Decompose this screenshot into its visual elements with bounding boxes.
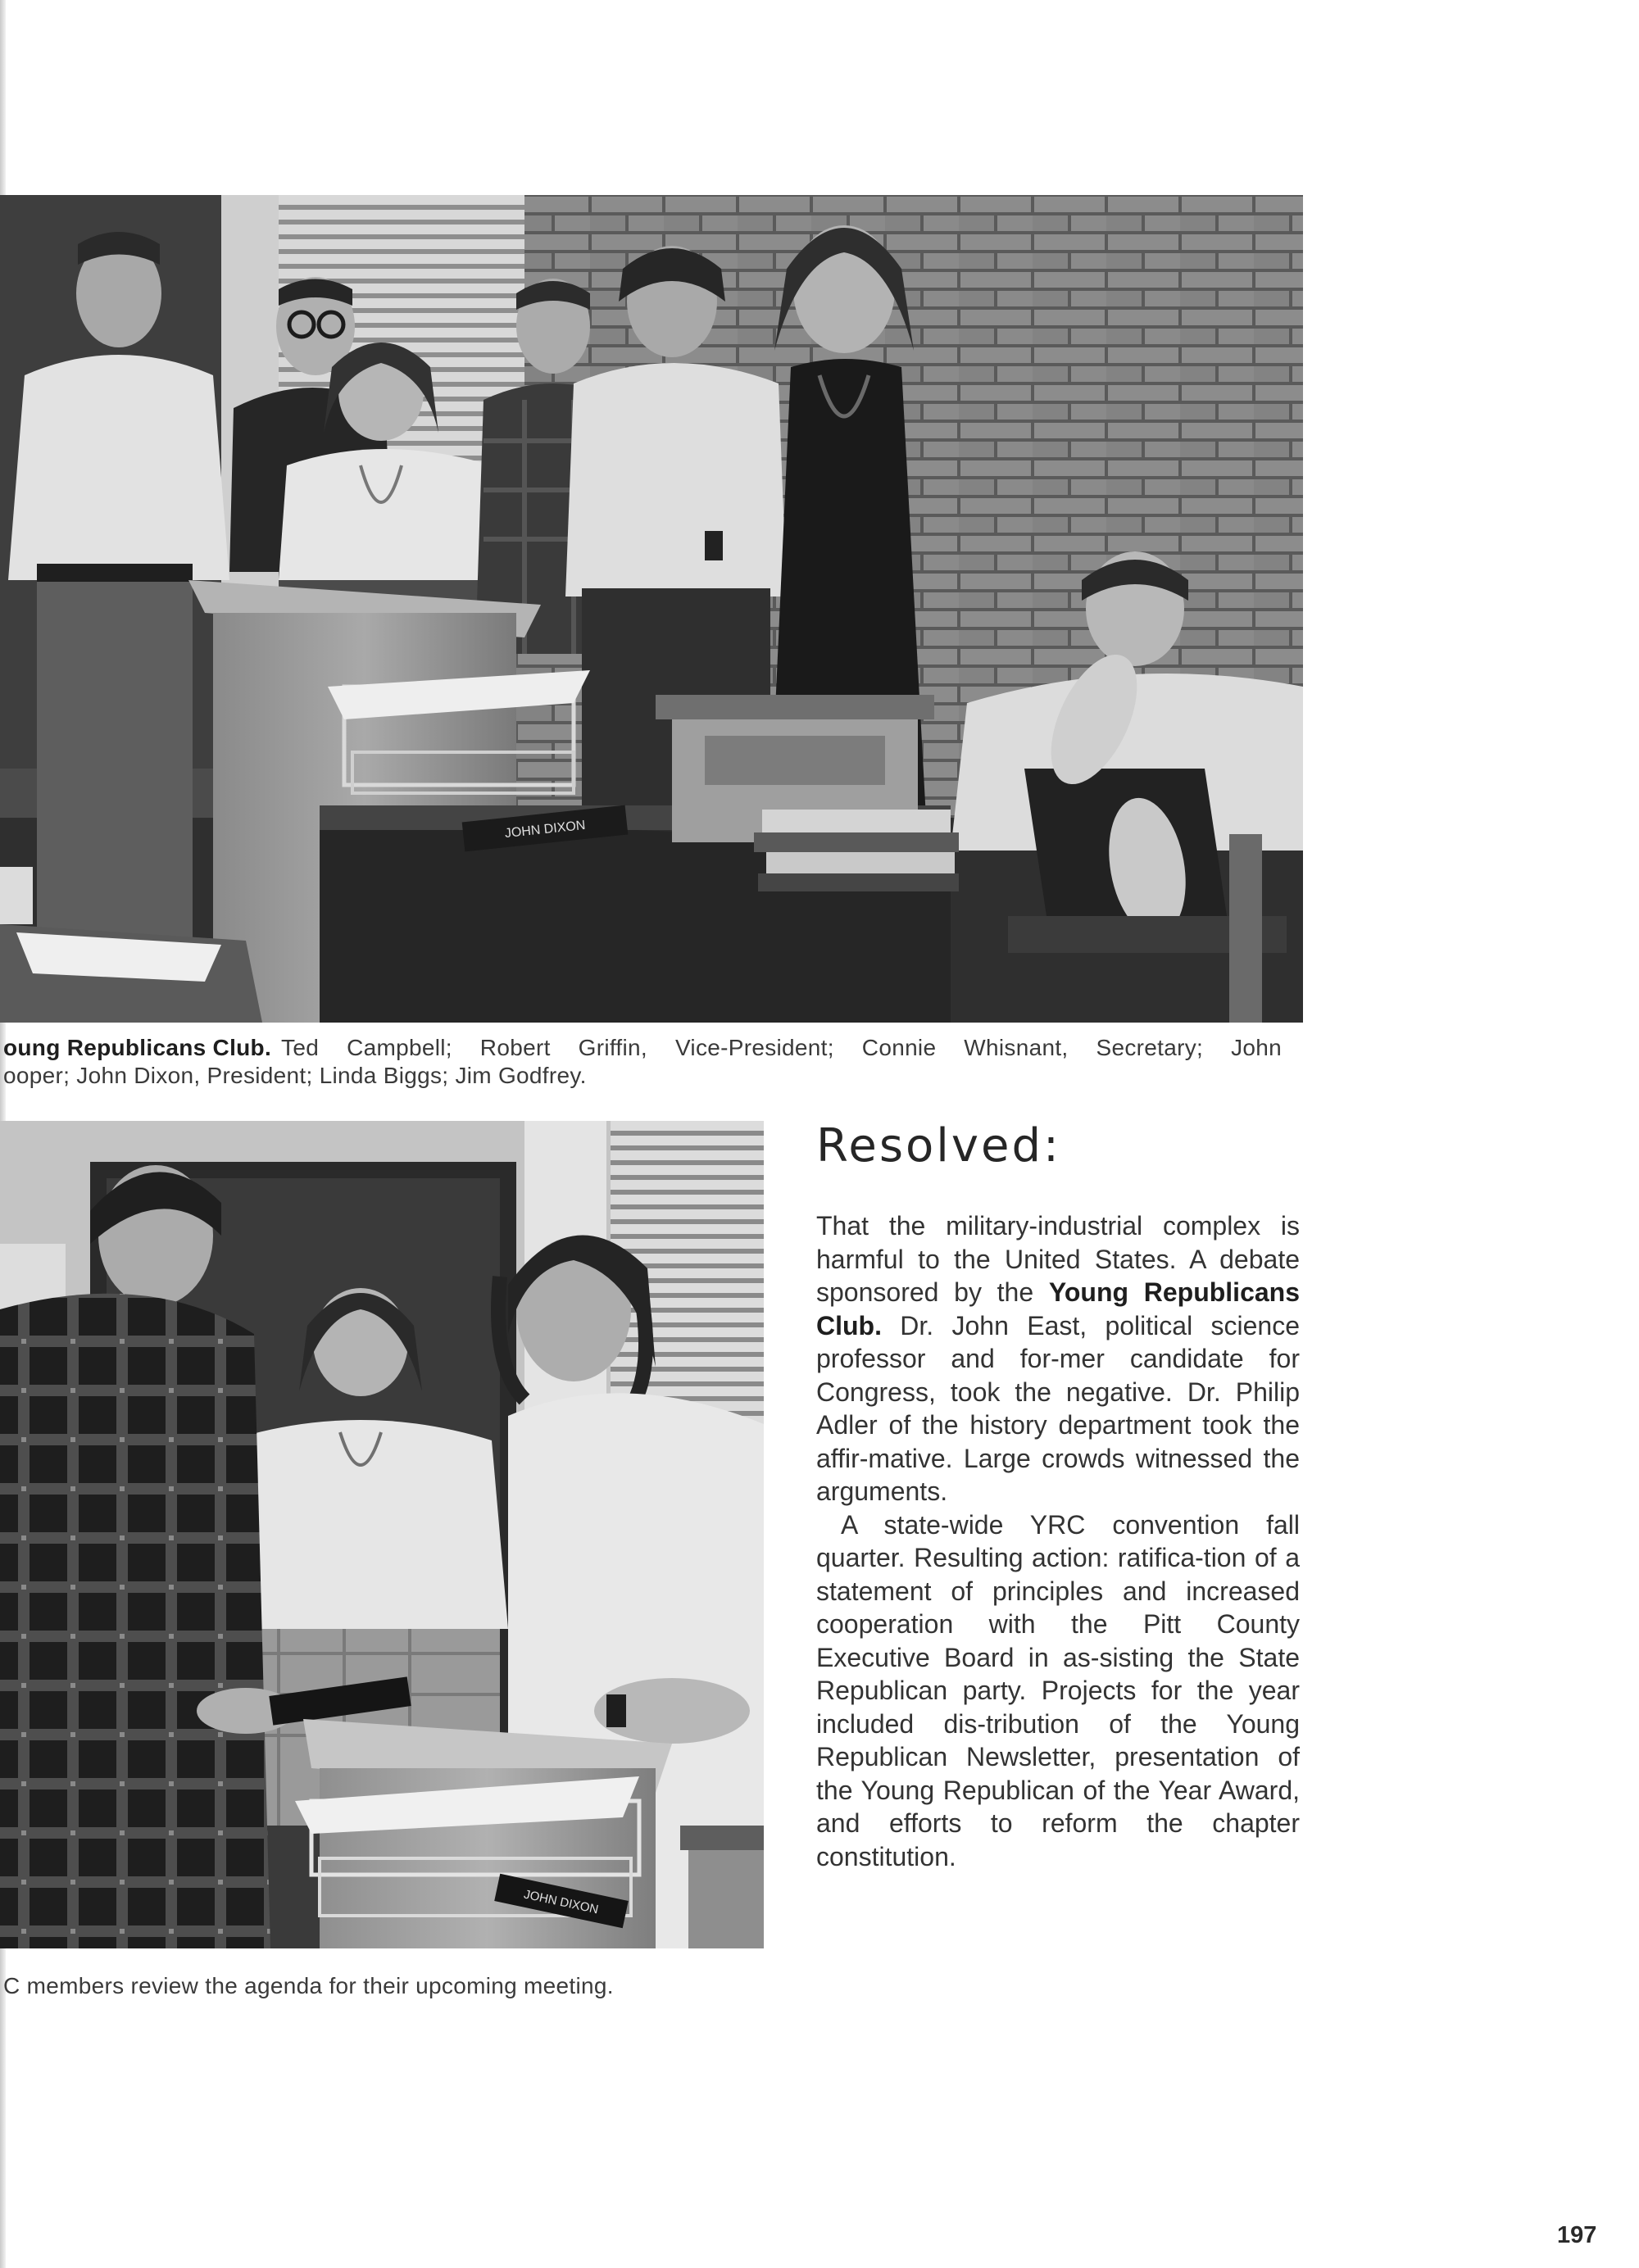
club-group-photo-illustration <box>0 195 1303 1023</box>
club-group-photo <box>0 195 1303 1023</box>
agenda-review-photo-illustration <box>0 1121 764 1948</box>
agenda-review-photo <box>0 1121 764 1948</box>
caption-member-list-line2: ooper; John Dixon, President; Linda Biggs; Jim Godfrey. <box>3 1063 587 1088</box>
article-paragraph-1-start: That the military-industrial complex is harmful to the United States. A debate sponsored by the <box>816 1211 1300 1307</box>
article-column <box>816 1118 1300 1873</box>
club-photo-caption <box>3 1034 1282 1090</box>
desk-nameplate-top: JOHN DIXON <box>504 818 587 841</box>
page-number: 197 <box>1557 2222 1597 2248</box>
article-paragraph-2: A state-wide YRC convention fall quarter. Resulting action: ratifica-tion of a statement of principles and increased cooperation with the Pitt County Executive Board in as-sisting the State Republican party. Projects for the year included dis-tribution of the Young Republican Newsletter, presentation of the Young Republican of the Year Award, and efforts to reform the chapter constitution. <box>816 1509 1300 1871</box>
desk-nameplate-bottom: JOHN DIXON <box>522 1887 600 1917</box>
article-club-name: Young Republicans Club. <box>816 1277 1301 1340</box>
article-paragraph-1-end: Dr. John East, political science professor and for-mer candidate for Congress, took the negative. Dr. Philip Adler of the history department took the affir-mative. Large crowds witnessed the arguments. <box>816 1310 1300 1506</box>
article-paragraph-1 <box>816 1209 1300 1508</box>
caption-member-list-line1: Ted Campbell; Robert Griffin, Vice-President; Connie Whisnant, Secretary; John <box>281 1035 1282 1060</box>
caption-club-name: oung Republicans Club. <box>3 1035 272 1060</box>
article-heading: Resolved: <box>816 1119 1061 1173</box>
agenda-photo-caption: C members review the agenda for their upcoming meeting. <box>3 1973 614 1998</box>
